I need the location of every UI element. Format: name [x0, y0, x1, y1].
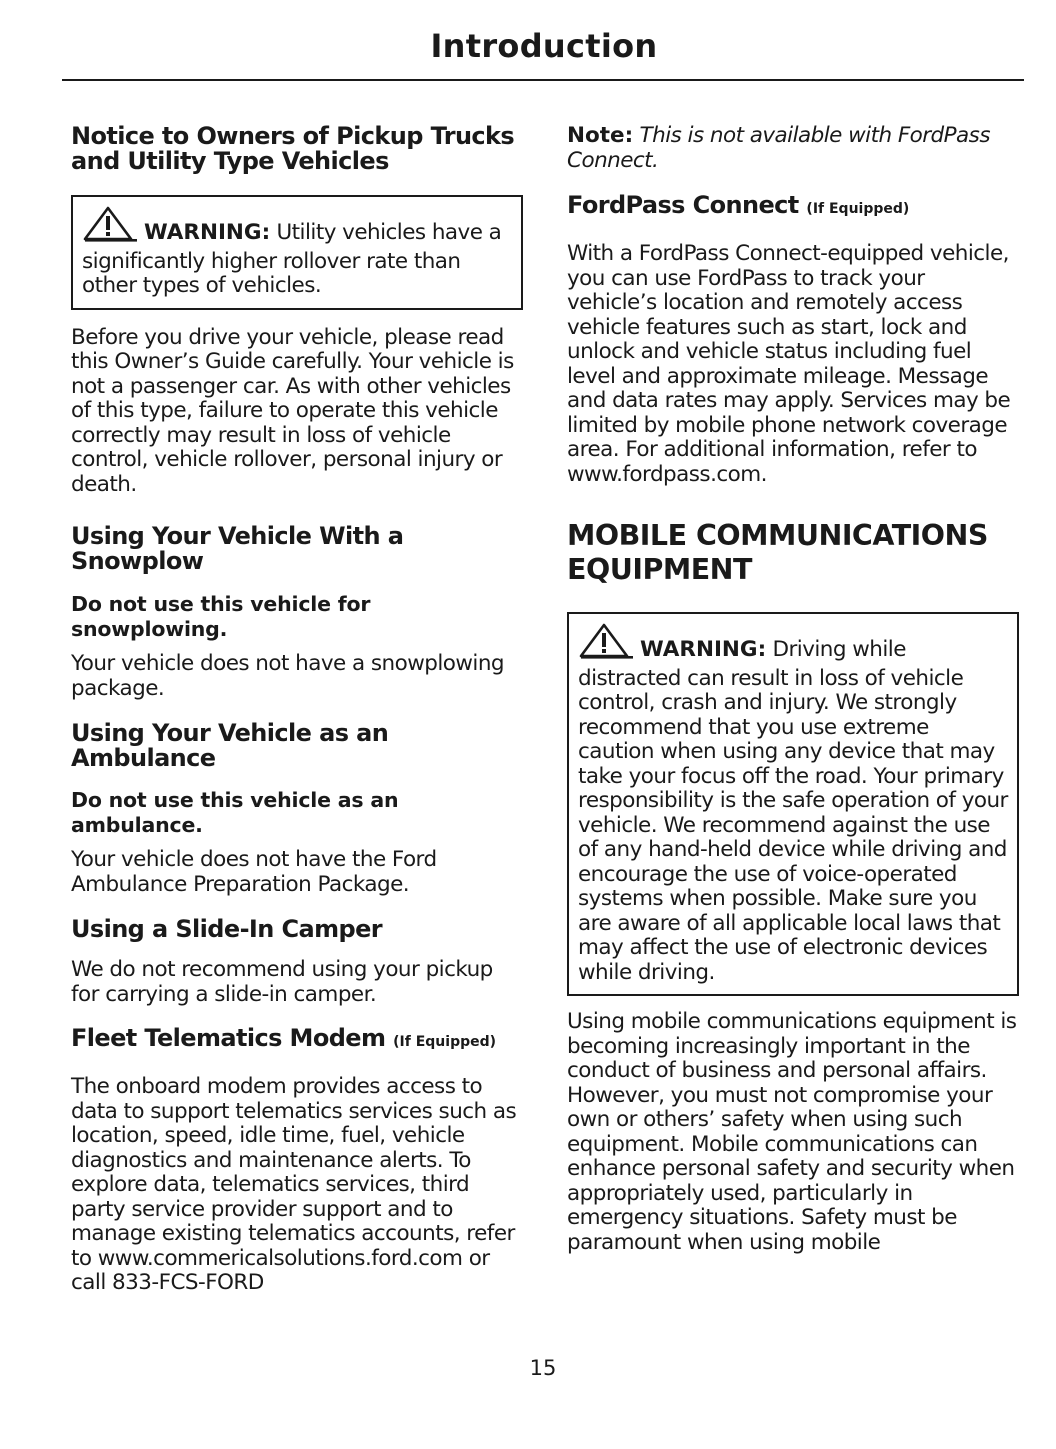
- note-paragraph: [567, 124, 1019, 173]
- note-text: This is not available with FordPass Connect.: [567, 123, 990, 173]
- if-equipped-tag: (If Equipped): [393, 1034, 497, 1050]
- paragraph-mobile-communications: Using mobile communications equipment is becoming increasingly important in the conduct of business and personal affairs. However, you must not compromise your own or others’ safety when using such equipment. Mobile communications can enhance personal safety and security when appropriately used, particularly in emergency situations. Safety must be paramount when using mobile: [567, 1009, 1017, 1255]
- section-heading-slide-in-camper: Using a Slide-In Camper: [71, 915, 383, 943]
- fordpass-connect-title: FordPass Connect: [567, 191, 799, 219]
- section-heading-ambulance: Using Your Vehicle as an Ambulance: [71, 719, 389, 772]
- page-number: 15: [529, 1356, 557, 1380]
- paragraph-owners-guide: Before you drive your vehicle, please read this Owner’s Guide carefully. Your vehicle is not a passenger car. As with other vehicles of this type, failure to operate this vehicle correctly may result in loss of vehicle control, vehicle rollover, personal injury or death.: [71, 324, 514, 497]
- warning-text: Utility vehicles have a significantly higher rollover rate than other types of vehicles.: [82, 220, 502, 298]
- subheading-ambulance: Do not use this vehicle as an ambulance.: [71, 788, 399, 837]
- section-heading-mobile-communications: MOBILE COMMUNICATIONS EQUIPMENT: [567, 519, 988, 586]
- page-title: Introduction: [430, 27, 658, 65]
- paragraph-fleet-telematics: The onboard modem provides access to data to support telematics services such as location, speed, idle time, fuel, vehicle diagnostics and maintenance alerts. To explore data, telematics services, third party service provider support and to manage existing telematics accounts, refer to www.commericalsolutions.ford.com or call 833-FCS-FORD: [71, 1074, 517, 1295]
- paragraph-fordpass-connect: With a FordPass Connect-equipped vehicle, you can use FordPass to track your vehicle’s location and remotely access vehicle features such as start, lock and unlock and vehicle status including fuel level and approximate mileage. Message and data rates may apply. Services may be limited by mobile phone network coverage area. For additional information, refer to www.fordpass.com.: [567, 241, 1011, 487]
- title-divider: [62, 79, 1024, 81]
- warning-box-rollover: [71, 195, 523, 310]
- right-column: [567, 124, 1019, 1255]
- fleet-telematics-title: Fleet Telematics Modem: [71, 1024, 386, 1052]
- section-heading-fordpass-connect: [567, 193, 1019, 222]
- subheading-snowplow: Do not use this vehicle for snowplowing.: [71, 592, 371, 641]
- section-heading-fleet-telematics: [71, 1026, 523, 1055]
- section-heading-snowplow: Using Your Vehicle With a Snowplow: [71, 522, 404, 575]
- warning-triangle-icon: [578, 622, 634, 667]
- paragraph-snowplow: Your vehicle does not have a snowplowing package.: [71, 651, 505, 701]
- note-label: Note:: [567, 123, 634, 148]
- warning-label: WARNING:: [144, 220, 271, 245]
- left-column: [71, 124, 523, 1296]
- if-equipped-tag: (If Equipped): [806, 201, 910, 217]
- paragraph-ambulance: Your vehicle does not have the Ford Ambulance Preparation Package.: [71, 847, 437, 897]
- warning-text: Driving while distracted can result in loss of vehicle control, crash and injury. We strongly recommend that you use extreme caution when using any device that may take your focus off the road. Your primary responsibility is the safe operation of your vehicle. We recommend against the use of any hand-held device while driving and encourage the use of voice-operated systems when possible. Make sure you are aware of all applicable local laws that may affect the use of electronic devices while driving.: [578, 637, 1008, 985]
- warning-box-distracted-driving: [567, 612, 1019, 996]
- warning-triangle-icon: [82, 205, 138, 250]
- warning-label: WARNING:: [640, 637, 767, 662]
- paragraph-slide-in-camper: We do not recommend using your pickup for carrying a slide-in camper.: [71, 957, 493, 1007]
- section-heading-notice-to-owners: Notice to Owners of Pickup Trucks and Utility Type Vehicles: [71, 122, 515, 175]
